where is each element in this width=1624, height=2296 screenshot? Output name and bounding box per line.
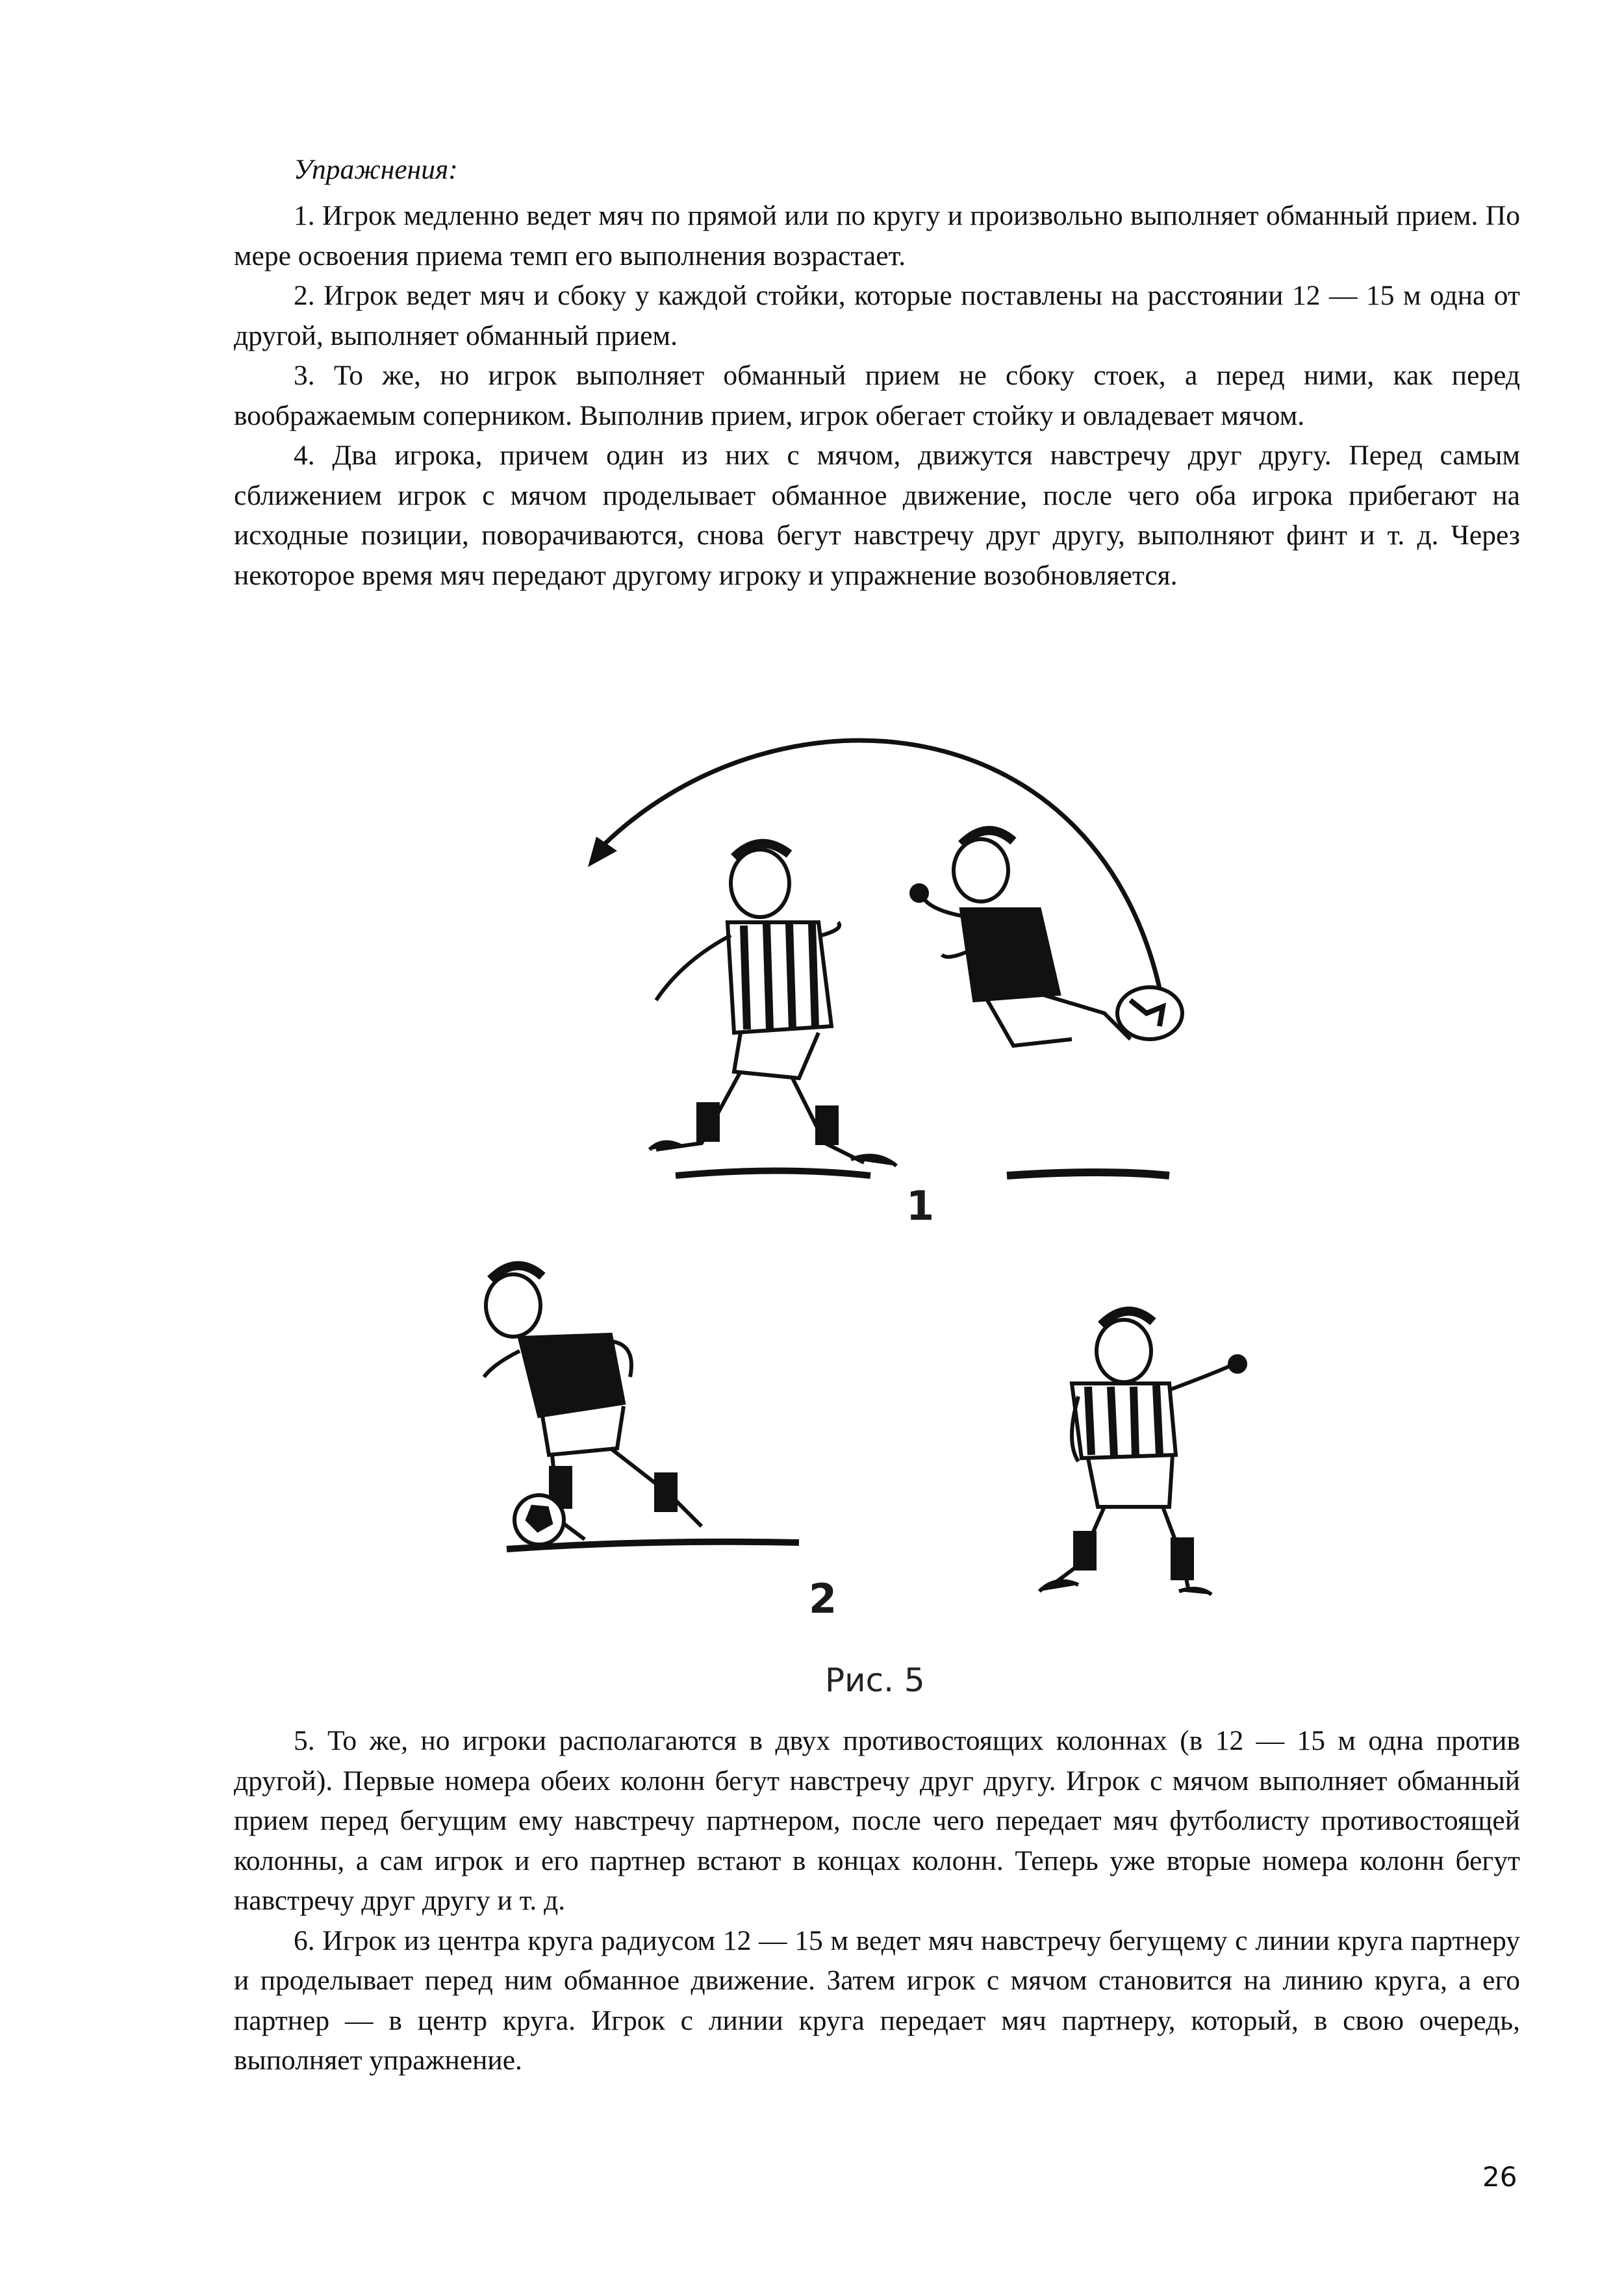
player-striped-scene-2 xyxy=(1039,1311,1245,1595)
player-striped-scene-1 xyxy=(650,844,896,1166)
figure-caption: Рис. 5 xyxy=(825,1661,925,1699)
exercise-1: 1. Игрок медленно ведет мяч по прямой или по кругу и произвольно выполняет обманный прием. По мере освоения приема темп его выполнения возрастает. xyxy=(234,200,1520,271)
ball-trajectory-arrow xyxy=(604,740,1163,1003)
player-dark-scene-1 xyxy=(911,831,1182,1046)
arrow-head-icon xyxy=(588,837,617,867)
exercise-5: 5. То же, но игроки располагаются в двух противостоящих колоннах (в 12 — 15 м одна против другой). Первые номера обеих колонн бегут навстречу друг другу. Игрок с мячом выполняет обманный прием перед бегущим ему навстречу партнером, после чего передает мяч футболисту противостоящей колонны, а сам игрок и его партнер встают в концах колонн. Теперь уже вторые номера колонн бегут навстречу друг другу и т. д. xyxy=(234,1725,1520,1916)
ground-shadow-1b xyxy=(1007,1172,1169,1176)
exercise-3: 3. То же, но игрок выполняет обманный прием не сбоку стоек, а перед ними, как перед воображаемым соперником. Выполнив прием, игрок обегает стойку и овладевает мячом. xyxy=(234,360,1520,431)
ground-shadow-1a xyxy=(676,1171,870,1176)
exercises-heading: Упражнения: xyxy=(294,154,458,185)
page-number: 26 xyxy=(1482,2161,1517,2193)
exercises-bottom xyxy=(234,1721,1520,2081)
exercise-2: 2. Игрок ведет мяч и сбоку у каждой стойки, которые поставлены на расстоянии 12 — 15 м одна от другой, выполняет обманный прием. xyxy=(234,280,1520,351)
ground-shadow-2a xyxy=(507,1542,799,1549)
figure-label-2: 2 xyxy=(809,1575,837,1622)
exercises-top xyxy=(234,196,1520,596)
figure-label-1: 1 xyxy=(906,1182,935,1230)
exercise-4: 4. Два игрока, причем один из них с мячом, движутся навстречу друг другу. Перед самым сближением игрок с мячом проделывает обманное движение, после чего оба игрока прибегают на исходные позиции, поворачиваются, снова бегут навстречу друг другу, выполняют финт и т. д. Через некоторое время мяч передают другому игроку и упражнение возобновляется. xyxy=(234,440,1520,591)
exercise-6: 6. Игрок из центра круга радиусом 12 — 15 м ведет мяч навстречу бегущему с линии круга партнеру и проделывает перед ним обманное движение. Затем игрок с мячом становится на линию круга, а его партнер — в центр круга. Игрок с линии круга передает мяч партнеру, который, в свою очередь, выполняет упражнение. xyxy=(234,1924,1520,2076)
soccer-ball-icon xyxy=(514,1495,564,1545)
player-dark-scene-2 xyxy=(484,1266,702,1539)
